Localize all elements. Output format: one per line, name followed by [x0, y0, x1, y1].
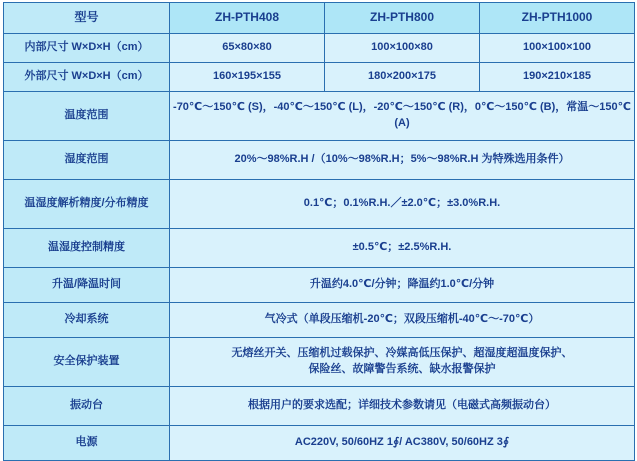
- row-label-vibration-table: 振动台: [4, 387, 170, 426]
- table-row: [4, 387, 635, 426]
- table-row: [4, 34, 635, 63]
- table-row: [4, 63, 635, 92]
- row-label-internal-size: 内部尺寸 W×D×H（cm）: [4, 34, 170, 63]
- table-row: [4, 92, 635, 141]
- cell-internal-size-3: 100×100×100: [480, 34, 635, 63]
- cell-internal-size-2: 100×100×80: [325, 34, 480, 63]
- row-label-humidity-range: 湿度范围: [4, 141, 170, 180]
- row-label-external-size: 外部尺寸 W×D×H（cm）: [4, 63, 170, 92]
- cell-power-supply: AC220V, 50/60HZ 1∮/ AC380V, 50/60HZ 3∮: [170, 426, 635, 461]
- cell-control-accuracy: ±0.5℃；±2.5%R.H.: [170, 229, 635, 268]
- cell-humidity-range: 20%～98%R.H /（10%～98%R.H；5%～98%R.H 为特殊选用条件）: [170, 141, 635, 180]
- safety-devices-line-2: 保险丝、故障警告系统、缺水报警保护: [308, 363, 496, 375]
- row-label-heating-cooling-time: 升温/降温时间: [4, 268, 170, 303]
- table-row: [4, 426, 635, 461]
- header-model-1: ZH-PTH408: [170, 3, 325, 34]
- table-row: [4, 141, 635, 180]
- table-row: [4, 229, 635, 268]
- row-label-control-accuracy: 温湿度控制精度: [4, 229, 170, 268]
- row-label-cooling-system: 冷却系统: [4, 303, 170, 338]
- header-model-2: ZH-PTH800: [325, 3, 480, 34]
- cell-internal-size-1: 65×80×80: [170, 34, 325, 63]
- specification-table: [3, 2, 635, 461]
- cell-cooling-system: 气冷式（单段压缩机-20℃；双段压缩机-40℃～-70℃）: [170, 303, 635, 338]
- header-label-cell: 型号: [4, 3, 170, 34]
- row-label-power-supply: 电源: [4, 426, 170, 461]
- table-row: [4, 268, 635, 303]
- cell-safety-devices: [170, 338, 635, 387]
- cell-external-size-2: 180×200×175: [325, 63, 480, 92]
- safety-devices-line-1: 无熔丝开关、压缩机过载保护、冷媒高低压保护、超湿度超温度保护、: [231, 347, 573, 360]
- table-header-row: [4, 3, 635, 34]
- cell-resolution-distribution-accuracy: 0.1℃；0.1%R.H.／±2.0℃；±3.0%R.H.: [170, 180, 635, 229]
- row-label-resolution-distribution-accuracy: 温湿度解析精度/分布精度: [4, 180, 170, 229]
- row-label-safety-devices: 安全保护装置: [4, 338, 170, 387]
- cell-vibration-table: 根据用户的要求选配；详细技术参数请见（电磁式高频振动台）: [170, 387, 635, 426]
- header-model-3: ZH-PTH1000: [480, 3, 635, 34]
- table-row: [4, 338, 635, 387]
- cell-external-size-1: 160×195×155: [170, 63, 325, 92]
- table-row: [4, 303, 635, 338]
- cell-external-size-3: 190×210×185: [480, 63, 635, 92]
- table-row: [4, 180, 635, 229]
- cell-temperature-range: -70℃～150℃ (S)，-40℃～150℃ (L)，-20℃～150℃ (R)，0℃～150℃ (B)，常温～150℃ (A): [170, 92, 635, 141]
- row-label-temperature-range: 温度范围: [4, 92, 170, 141]
- cell-heating-cooling-time: 升温约4.0℃/分钟；降温约1.0℃/分钟: [170, 268, 635, 303]
